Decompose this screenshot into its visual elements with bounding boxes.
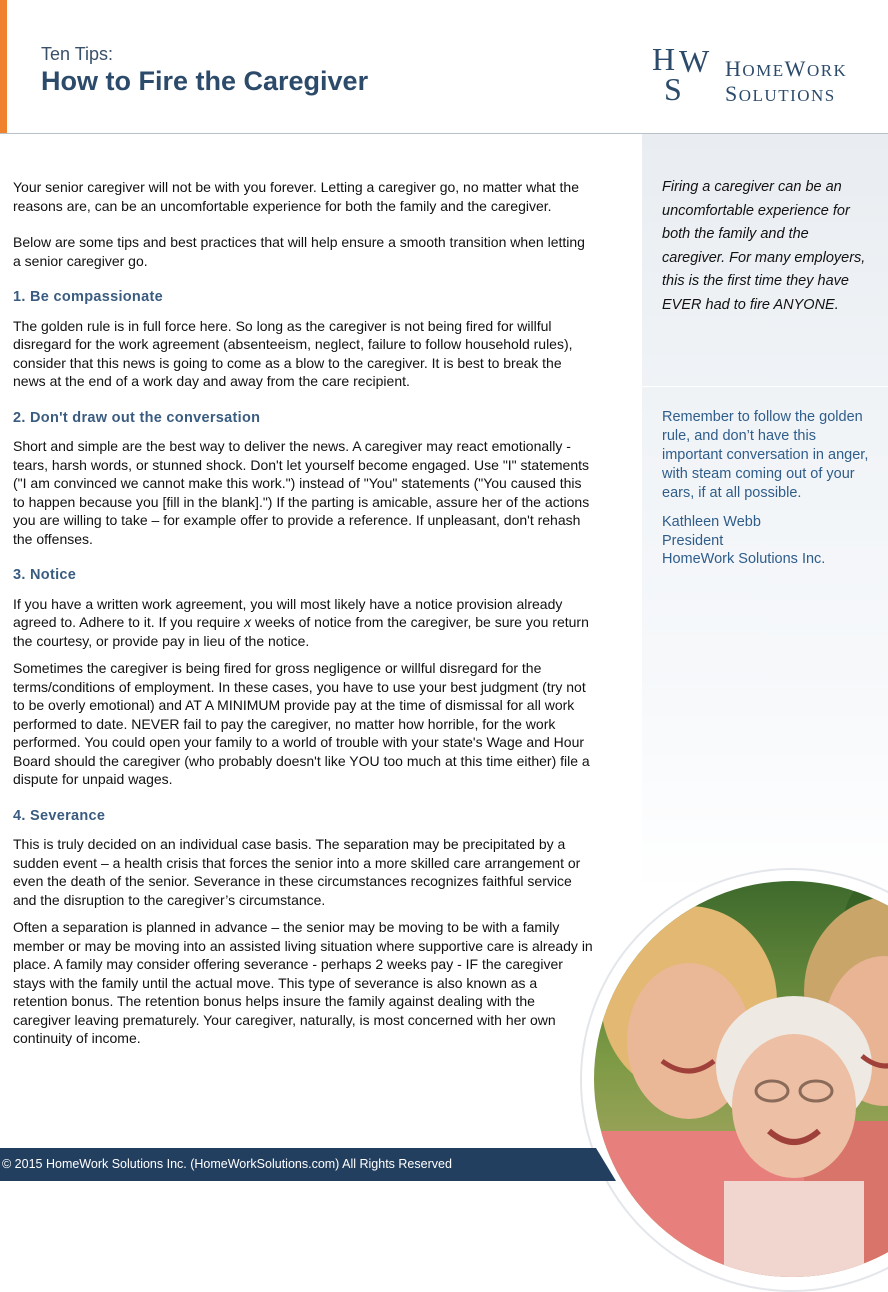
logo-wordmark-line1-rest2: ORK	[806, 61, 848, 80]
document-kicker: Ten Tips:	[41, 44, 114, 64]
variable-x: x	[244, 614, 252, 630]
tip-paragraph: If you have a written work agreement, you will most likely have a notice provision already agreed to. Adhere to it. If you require x weeks of notice from the caregiver, be sure you return the courtesy, or provide pay in lieu of the notice.	[13, 595, 589, 649]
svg-text:W: W	[679, 43, 710, 79]
sidebar-divider	[642, 386, 888, 387]
tip-paragraph: Sometimes the caregiver is being fired for gross negligence or willful disregard for the terms/conditions of employment. In these cases, you have to use your best judgment (try not to be overly emotional) and AT A MINIMUM provide pay at the time of dismissal for all work performed to date. NEVER fail to pay the caregiver, no matter how horrible, for the work performed. You could open your family to a world of trouble with your state's Wage and Hour Board should the caregiver (who probably doesn't like YOU too much at this time either) file a dispute for unpaid wages.	[13, 660, 590, 787]
logo-wordmark-line2-rest: OLUTIONS	[738, 86, 836, 105]
intro-paragraph: Below are some tips and best practices that will help ensure a smooth transition when letting a senior caregiver go.	[13, 234, 585, 269]
tip-paragraph: This is truly decided on an individual case basis. The separation may be precipitated by a sudden event – a health crisis that forces the senior into a more skilled care arrangement or even the death of the senior. Severance in these circumstances recognizes faithful service and the disruption to the caregiver’s circumstance.	[13, 836, 581, 908]
sidebar-pull-quote: Firing a caregiver can be an uncomfortable experience for both the family and the caregiver. For many employers, this is the first time they have EVER had to fire ANYONE.	[662, 179, 866, 313]
tip-heading: 2. Don't draw out the conversation	[13, 409, 261, 426]
signature-role: President	[662, 532, 724, 549]
tip-paragraph: The golden rule is in full force here. So long as the caregiver is not being fired for willful disregard for the work agreement (absenteeism, neglect, failure to follow household rules), consider that this news is going to come as a blow to the caregiver. It is best to break the news at the end of a work day and away from the care recipient.	[13, 317, 573, 389]
orange-accent-bar	[0, 0, 7, 134]
logo-wordmark-line1: HOMEWORK	[725, 56, 848, 81]
logo-wordmark-line1-rest: OME	[742, 61, 785, 80]
sidebar-note: Remember to follow the golden rule, and don’t have this important conversation in anger, with steam coming out of your ears, if at all possible.	[662, 409, 869, 501]
copyright-text: © 2015 HomeWork Solutions Inc. (HomeWorkSolutions.com) All Rights Reserved	[2, 1157, 452, 1171]
signature-company: HomeWork Solutions Inc.	[662, 551, 826, 567]
main-article	[13, 178, 593, 1048]
svg-text:S: S	[664, 71, 682, 104]
homework-solutions-logo	[652, 42, 867, 104]
svg-text:H: H	[652, 42, 676, 77]
sidebar-signature	[662, 513, 872, 569]
logo-wordmark-line2: SOLUTIONS	[725, 81, 836, 106]
tip-heading: 1. Be compassionate	[13, 289, 163, 305]
tip-heading: 4. Severance	[13, 807, 106, 824]
document-title: How to Fire the Caregiver	[41, 66, 369, 96]
tip-paragraph: Short and simple are the best way to deliver the news. A caregiver may react emotionally - tears, harsh words, or stunned shock. Don't let yourself become engaged. Use "I" statements ("I am convinced we cannot make this work.") instead of "You" statements ("You caused this to happen because you [fill in the blank].") If the parting is amicable, assure her of the actions you are willing to take – for example offer to provide a reference. If unpleasant, don't rehash the offenses.	[13, 438, 590, 547]
intro-paragraph: Your senior caregiver will not be with you forever. Letting a caregiver go, no matter what the reasons are, can be an uncomfortable experience for both the family and the caregiver.	[13, 179, 580, 214]
hws-monogram-icon	[652, 42, 718, 104]
tip-paragraph: Often a separation is planned in advance – the senior may be moving to be with a family member or may be moving into an assisted living situation where supportive care is already in place. A family may consider offering severance - perhaps 2 weeks pay - IF the caregiver stays with the family until the actual move. This type of severance is also known as a retention bonus. The retention bonus helps insure the family against dealing with the caregiver leaving prematurely. Your caregiver, naturally, is most concerned with her own continuity of income.	[13, 919, 593, 1046]
signature-name: Kathleen Webb	[662, 514, 761, 530]
tip-heading: 3. Notice	[13, 567, 77, 583]
